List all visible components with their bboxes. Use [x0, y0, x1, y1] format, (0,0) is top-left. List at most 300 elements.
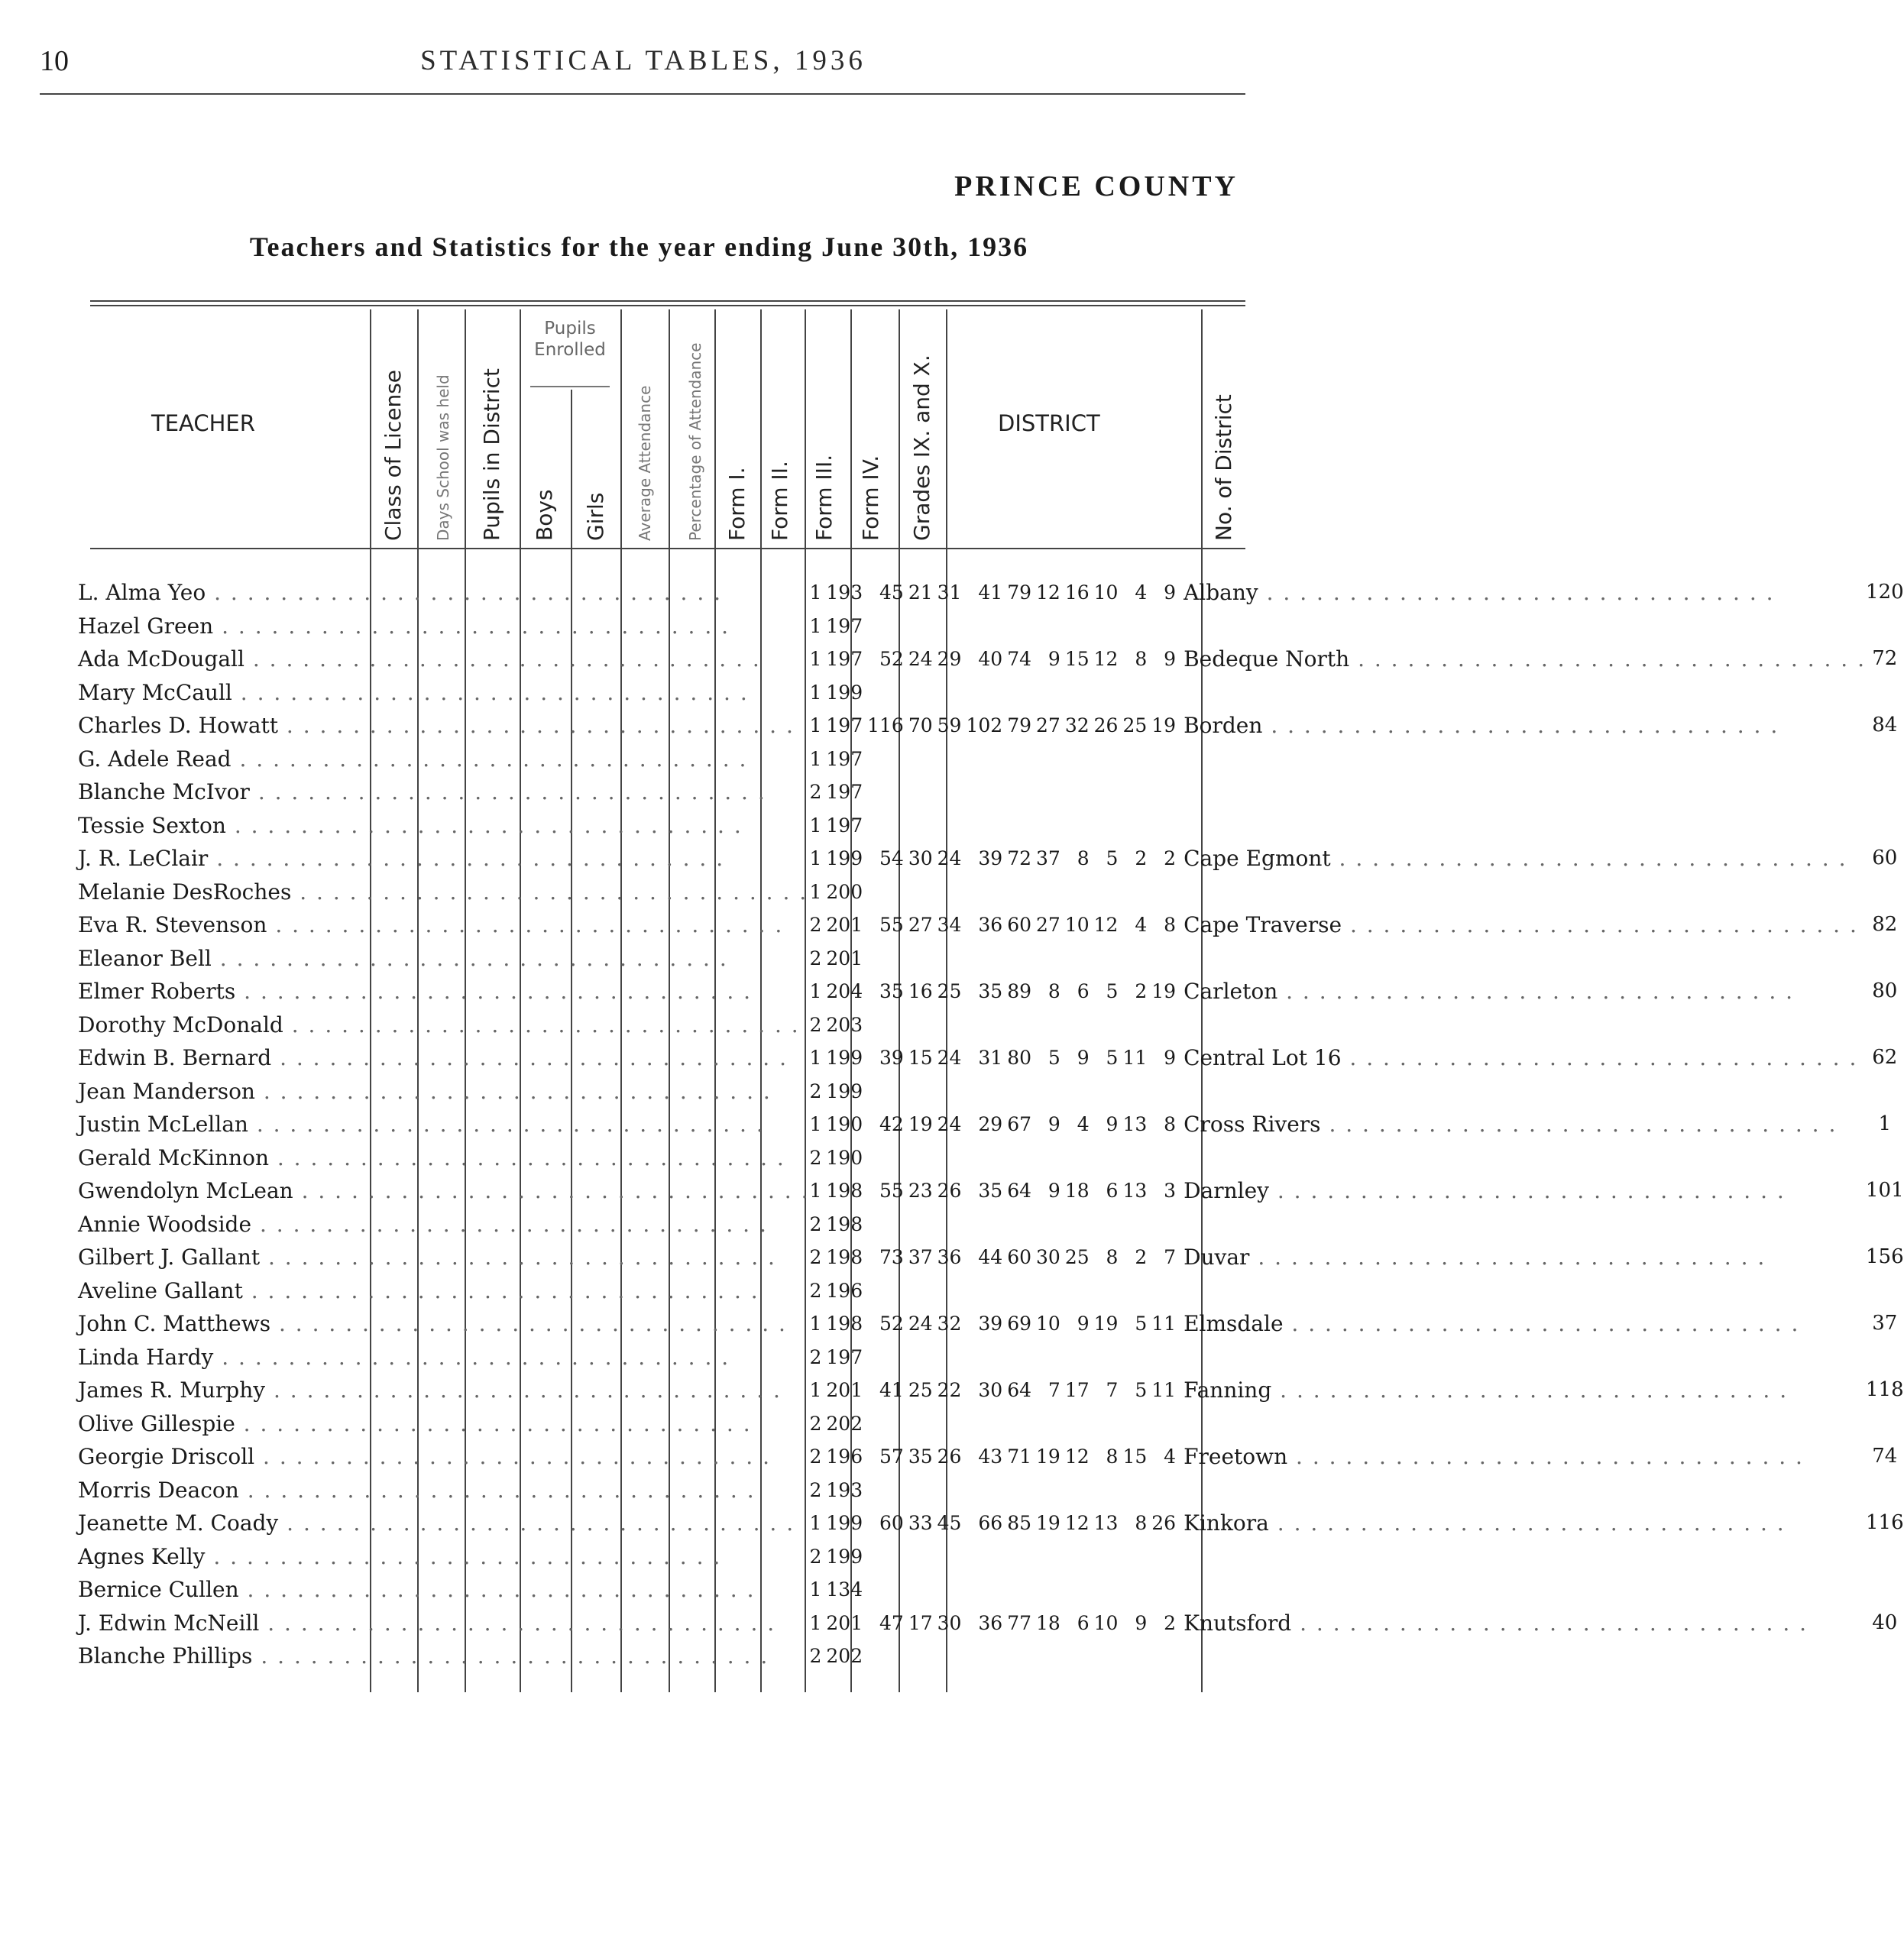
class-of-license-cell: 1	[809, 880, 822, 903]
days-held-cell: 201	[826, 914, 863, 937]
average-attendance-cell	[966, 775, 1007, 809]
pupils-in-district-cell: 73	[879, 1246, 904, 1269]
girls-cell	[937, 876, 967, 909]
girls-cell	[937, 1407, 967, 1441]
form-2-cell: 9	[1077, 1313, 1090, 1335]
average-attendance-cell: 35	[978, 1180, 1003, 1203]
table-row	[75, 908, 1904, 942]
form-1-cell	[1036, 1274, 1065, 1308]
form-4-cell: 2	[1135, 980, 1148, 1003]
district-name-cell	[1180, 676, 1866, 710]
days-held-cell: 193	[826, 581, 863, 604]
days-held-cell: 198	[826, 1246, 863, 1269]
table-row	[75, 1341, 1904, 1374]
form-3-cell	[1094, 1274, 1123, 1308]
boys-cell	[908, 1640, 937, 1673]
grades-9-10-cell	[1151, 1208, 1180, 1241]
form-4-cell	[1122, 1540, 1151, 1574]
percentage-attendance-cell	[1007, 610, 1036, 643]
header-average-attendance: Average Attendance	[636, 385, 654, 541]
form-4-cell	[1122, 743, 1151, 776]
form-1-cell	[1036, 1540, 1065, 1574]
percentage-attendance-cell	[1007, 1540, 1036, 1574]
percentage-attendance-cell: 60	[1007, 914, 1031, 937]
pupils-in-district-cell: 60	[879, 1512, 904, 1535]
table-row	[75, 809, 1904, 843]
form-1-cell: 5	[1048, 1047, 1060, 1070]
pupils-in-district-cell	[867, 1274, 908, 1308]
grades-9-10-cell	[1151, 743, 1180, 776]
boys-cell	[908, 1075, 937, 1109]
district-number-cell	[1866, 1474, 1904, 1507]
header-form-4: Form IV.	[858, 455, 883, 541]
class-of-license-cell: 2	[809, 1246, 822, 1269]
girls-cell: 45	[937, 1512, 962, 1535]
table-row	[75, 1573, 1904, 1607]
table-row	[75, 1075, 1904, 1109]
percentage-attendance-cell: 77	[1007, 1611, 1031, 1634]
district-number-cell	[1866, 743, 1904, 776]
percentage-attendance-cell: 80	[1007, 1047, 1031, 1070]
percentage-attendance-cell: 67	[1007, 1113, 1031, 1136]
district-name-cell	[1180, 1640, 1866, 1673]
average-attendance-cell: 30	[978, 1379, 1003, 1402]
form-1-cell: 9	[1048, 648, 1060, 671]
district-name-cell	[1180, 1008, 1866, 1042]
form-3-cell	[1094, 809, 1123, 843]
form-3-cell: 5	[1106, 847, 1119, 870]
district-name-cell: Darnley . . .	[1180, 1174, 1866, 1208]
pupils-in-district-cell: 35	[879, 980, 904, 1003]
pupils-enrolled-rule	[530, 386, 610, 387]
pupils-in-district-cell	[867, 1474, 908, 1507]
district-number-cell: 101	[1866, 1179, 1904, 1203]
form-4-cell: 5	[1135, 1379, 1148, 1402]
table-row	[75, 1540, 1904, 1574]
average-attendance-cell	[966, 1008, 1007, 1042]
teacher-name: Tessie Sexton . . .	[75, 809, 810, 843]
percentage-attendance-cell: 85	[1007, 1512, 1031, 1535]
district-name-cell: Carleton . . .	[1180, 975, 1866, 1008]
percentage-attendance-cell	[1007, 1640, 1036, 1673]
district-name-cell	[1180, 1474, 1866, 1507]
grades-9-10-cell	[1151, 876, 1180, 909]
girls-cell: 34	[937, 914, 962, 937]
district-number-cell: 74	[1872, 1445, 1898, 1468]
days-held-cell: 198	[826, 1180, 863, 1203]
form-4-cell: 9	[1135, 1611, 1148, 1634]
percentage-attendance-cell	[1007, 876, 1036, 909]
grades-9-10-cell: 4	[1164, 1445, 1177, 1468]
district-name-cell: Duvar . . .	[1180, 1241, 1866, 1274]
girls-cell	[937, 1141, 967, 1175]
district-number-cell	[1866, 676, 1904, 710]
teacher-name: Melanie DesRoches . . .	[75, 876, 810, 909]
class-of-license-cell: 2	[809, 1545, 822, 1568]
average-attendance-cell: 35	[978, 980, 1003, 1003]
percentage-attendance-cell: 79	[1007, 714, 1031, 737]
average-attendance-cell: 36	[978, 1611, 1003, 1634]
days-held-cell: 200	[826, 880, 863, 903]
average-attendance-cell	[966, 743, 1007, 776]
district-name-cell: Kinkora . . .	[1180, 1507, 1866, 1540]
grades-9-10-cell: 26	[1151, 1512, 1177, 1535]
form-2-cell	[1065, 775, 1094, 809]
boys-cell: 16	[908, 980, 933, 1003]
class-of-license-cell: 1	[809, 1512, 822, 1535]
form-1-cell: 19	[1036, 1512, 1060, 1535]
days-held-cell: 198	[826, 1212, 863, 1235]
girls-cell	[937, 1474, 967, 1507]
form-2-cell: 6	[1077, 980, 1090, 1003]
table-row	[75, 1241, 1904, 1274]
header-days-school-held: Days School was held	[434, 374, 452, 541]
district-number-cell	[1866, 1540, 1904, 1574]
page-header	[40, 44, 1247, 75]
district-name-cell	[1180, 775, 1866, 809]
teacher-name: Eleanor Bell . . .	[75, 942, 810, 976]
form-4-cell: 4	[1135, 581, 1148, 604]
form-1-cell	[1036, 942, 1065, 976]
days-held-cell: 190	[826, 1113, 863, 1136]
district-name-cell: Elmsdale . . .	[1180, 1307, 1866, 1341]
boys-cell: 21	[908, 581, 933, 604]
teacher-name: Hazel Green . . .	[75, 610, 810, 643]
table-row	[75, 676, 1904, 710]
boys-cell	[908, 942, 937, 976]
form-4-cell	[1122, 1075, 1151, 1109]
table-row	[75, 1307, 1904, 1341]
form-4-cell: 2	[1135, 1246, 1148, 1269]
boys-cell: 24	[908, 1313, 933, 1335]
class-of-license-cell: 1	[809, 681, 822, 704]
class-of-license-cell: 1	[809, 814, 822, 837]
class-of-license-cell: 2	[809, 1212, 822, 1235]
district-name-cell: Bedeque North . . .	[1180, 643, 1866, 676]
table-row	[75, 842, 1904, 876]
pupils-in-district-cell: 39	[879, 1047, 904, 1070]
district-name-cell: Cape Egmont . . .	[1180, 842, 1866, 876]
form-1-cell	[1036, 1341, 1065, 1374]
grades-9-10-cell: 8	[1164, 1113, 1177, 1136]
form-4-cell	[1122, 1474, 1151, 1507]
average-attendance-cell	[966, 1540, 1007, 1574]
days-held-cell: 196	[826, 1279, 863, 1302]
form-4-cell: 15	[1122, 1445, 1148, 1468]
district-number-cell	[1866, 1274, 1904, 1308]
form-2-cell: 9	[1077, 1047, 1090, 1070]
form-3-cell	[1094, 1075, 1123, 1109]
form-2-cell: 6	[1077, 1611, 1090, 1634]
district-name-cell	[1180, 610, 1866, 643]
form-4-cell: 25	[1122, 714, 1148, 737]
table-row	[75, 1174, 1904, 1208]
grades-9-10-cell	[1151, 942, 1180, 976]
district-number-cell: 120	[1866, 581, 1904, 604]
header-form-3: Form III.	[811, 454, 837, 541]
girls-cell	[937, 1573, 967, 1607]
girls-cell: 29	[937, 648, 962, 671]
form-1-cell	[1036, 1474, 1065, 1507]
district-number-cell: 1	[1878, 1112, 1892, 1136]
percentage-attendance-cell	[1007, 1573, 1036, 1607]
girls-cell	[937, 1208, 967, 1241]
grades-9-10-cell: 9	[1164, 1047, 1177, 1070]
girls-cell	[937, 1008, 967, 1042]
form-3-cell: 12	[1093, 914, 1119, 937]
district-number-cell	[1866, 775, 1904, 809]
percentage-attendance-cell: 74	[1007, 648, 1031, 671]
boys-cell	[908, 1573, 937, 1607]
pupils-in-district-cell	[867, 809, 908, 843]
days-held-cell: 204	[826, 980, 863, 1003]
average-attendance-cell	[966, 1573, 1007, 1607]
form-3-cell: 8	[1106, 1445, 1119, 1468]
form-2-cell: 25	[1064, 1246, 1090, 1269]
average-attendance-cell	[966, 676, 1007, 710]
boys-cell: 19	[908, 1113, 933, 1136]
girls-cell	[937, 1341, 967, 1374]
form-1-cell: 9	[1048, 1113, 1060, 1136]
grades-9-10-cell	[1151, 809, 1180, 843]
form-3-cell: 19	[1093, 1313, 1119, 1335]
form-1-cell	[1036, 809, 1065, 843]
girls-cell: 59	[937, 714, 962, 737]
district-name-cell	[1180, 1341, 1866, 1374]
girls-cell	[937, 942, 967, 976]
form-3-cell	[1094, 1573, 1123, 1607]
teacher-name: Morris Deacon . . .	[75, 1474, 810, 1507]
form-4-cell	[1122, 610, 1151, 643]
average-attendance-cell: 29	[978, 1113, 1003, 1136]
days-held-cell: 202	[826, 1645, 863, 1668]
district-name-cell	[1180, 942, 1866, 976]
form-2-cell	[1065, 1274, 1094, 1308]
form-2-cell	[1065, 743, 1094, 776]
class-of-license-cell: 2	[809, 1146, 822, 1169]
boys-cell: 15	[908, 1047, 933, 1070]
grades-9-10-cell: 19	[1151, 980, 1177, 1003]
class-of-license-cell: 1	[809, 1611, 822, 1634]
percentage-attendance-cell: 89	[1007, 980, 1031, 1003]
header-teacher: TEACHER	[151, 410, 255, 436]
grades-9-10-cell: 7	[1164, 1246, 1177, 1269]
district-number-cell: 116	[1866, 1511, 1904, 1535]
teacher-name: Linda Hardy . . .	[75, 1341, 810, 1374]
district-number-cell: 156	[1866, 1245, 1904, 1269]
form-1-cell: 8	[1048, 980, 1060, 1003]
pupils-in-district-cell: 116	[867, 714, 904, 737]
form-4-cell: 11	[1122, 1047, 1148, 1070]
form-2-cell	[1065, 1341, 1094, 1374]
table-row	[75, 1041, 1904, 1075]
form-3-cell	[1094, 1640, 1123, 1673]
grades-9-10-cell	[1151, 1008, 1180, 1042]
grades-9-10-cell	[1151, 1573, 1180, 1607]
grades-9-10-cell	[1151, 1407, 1180, 1441]
average-attendance-cell: 39	[978, 847, 1003, 870]
county-title: PRINCE COUNTY	[954, 170, 1239, 202]
table-body	[75, 576, 1904, 1673]
class-of-license-cell: 1	[809, 1180, 822, 1203]
percentage-attendance-cell: 69	[1007, 1313, 1031, 1335]
form-2-cell	[1065, 1573, 1094, 1607]
form-4-cell: 5	[1135, 1313, 1148, 1335]
form-2-cell	[1065, 1474, 1094, 1507]
district-name-cell: Freetown . . .	[1180, 1440, 1866, 1474]
teacher-name: Blanche McIvor . . .	[75, 775, 810, 809]
form-2-cell: 10	[1064, 914, 1090, 937]
table-row	[75, 1640, 1904, 1673]
average-attendance-cell: 40	[978, 648, 1003, 671]
form-1-cell	[1036, 1208, 1065, 1241]
percentage-attendance-cell	[1007, 1075, 1036, 1109]
grades-9-10-cell	[1151, 1540, 1180, 1574]
girls-cell: 32	[937, 1313, 962, 1335]
percentage-attendance-cell	[1007, 676, 1036, 710]
form-4-cell: 8	[1135, 648, 1148, 671]
pupils-in-district-cell	[867, 1008, 908, 1042]
grades-9-10-cell	[1151, 676, 1180, 710]
grades-9-10-cell: 8	[1164, 914, 1177, 937]
district-number-cell	[1866, 1141, 1904, 1175]
average-attendance-cell	[966, 610, 1007, 643]
header-form-2: Form II.	[767, 461, 792, 541]
pupils-in-district-cell	[867, 743, 908, 776]
form-3-cell: 5	[1106, 980, 1119, 1003]
header-form-1: Form I.	[724, 467, 750, 541]
class-of-license-cell: 1	[809, 847, 822, 870]
table-row	[75, 1407, 1904, 1441]
form-1-cell	[1036, 1075, 1065, 1109]
pupils-in-district-cell	[867, 610, 908, 643]
district-number-cell	[1866, 942, 1904, 976]
teacher-name: J. Edwin McNeill . . .	[75, 1607, 810, 1640]
boys-cell: 24	[908, 648, 933, 671]
form-3-cell	[1094, 775, 1123, 809]
form-1-cell	[1036, 775, 1065, 809]
form-2-cell: 12	[1064, 1445, 1090, 1468]
form-1-cell: 18	[1036, 1611, 1060, 1634]
form-3-cell	[1094, 610, 1123, 643]
table-row	[75, 876, 1904, 909]
teacher-name: Annie Woodside . . .	[75, 1208, 810, 1241]
girls-cell	[937, 1540, 967, 1574]
district-number-cell	[1866, 1341, 1904, 1374]
header-class-of-license: Class of License	[380, 369, 406, 541]
class-of-license-cell: 1	[809, 714, 822, 737]
percentage-attendance-cell	[1007, 743, 1036, 776]
boys-cell: 33	[908, 1512, 933, 1535]
table-top-rule-2	[90, 305, 1245, 306]
form-1-cell	[1036, 610, 1065, 643]
district-number-cell	[1866, 1407, 1904, 1441]
girls-cell	[937, 743, 967, 776]
form-3-cell: 13	[1093, 1512, 1119, 1535]
form-1-cell: 12	[1036, 581, 1060, 604]
girls-cell	[937, 1640, 967, 1673]
form-2-cell: 16	[1064, 581, 1090, 604]
form-2-cell: 8	[1077, 847, 1090, 870]
class-of-license-cell: 2	[809, 1412, 822, 1435]
form-2-cell: 17	[1064, 1379, 1090, 1402]
form-3-cell	[1094, 1141, 1123, 1175]
district-number-cell	[1866, 809, 1904, 843]
form-2-cell: 18	[1064, 1180, 1090, 1203]
form-2-cell	[1065, 1008, 1094, 1042]
page-number: 10	[40, 45, 69, 77]
days-held-cell: 196	[826, 1445, 863, 1468]
pupils-in-district-cell: 57	[879, 1445, 904, 1468]
district-number-cell: 82	[1872, 913, 1898, 937]
average-attendance-cell	[966, 1141, 1007, 1175]
table-row	[75, 942, 1904, 976]
teacher-name: Eva R. Stevenson . . .	[75, 908, 810, 942]
class-of-license-cell: 1	[809, 1379, 822, 1402]
form-4-cell	[1122, 676, 1151, 710]
table-row	[75, 576, 1904, 610]
pupils-in-district-cell: 41	[879, 1379, 904, 1402]
girls-cell	[937, 676, 967, 710]
form-4-cell: 13	[1122, 1180, 1148, 1203]
district-number-cell	[1866, 876, 1904, 909]
girls-cell: 36	[937, 1246, 962, 1269]
average-attendance-cell: 66	[978, 1512, 1003, 1535]
average-attendance-cell	[966, 1640, 1007, 1673]
teacher-name: Aveline Gallant . . .	[75, 1274, 810, 1308]
days-held-cell: 199	[826, 1512, 863, 1535]
district-name-cell	[1180, 1274, 1866, 1308]
form-3-cell	[1094, 1208, 1123, 1241]
form-1-cell	[1036, 1008, 1065, 1042]
form-2-cell	[1065, 1208, 1094, 1241]
table-row	[75, 643, 1904, 676]
district-name-cell: Albany . . .	[1180, 576, 1866, 610]
header-percentage-attendance: Percentage of Attendance	[686, 342, 704, 541]
percentage-attendance-cell: 64	[1007, 1379, 1031, 1402]
district-number-cell: 118	[1866, 1378, 1904, 1402]
girls-cell: 24	[937, 1047, 962, 1070]
average-attendance-cell	[966, 1474, 1007, 1507]
percentage-attendance-cell: 71	[1007, 1445, 1031, 1468]
form-4-cell: 2	[1135, 847, 1148, 870]
form-4-cell	[1122, 809, 1151, 843]
percentage-attendance-cell: 79	[1007, 581, 1031, 604]
days-held-cell: 193	[826, 1478, 863, 1501]
form-1-cell	[1036, 1407, 1065, 1441]
days-held-cell: 197	[826, 781, 863, 804]
boys-cell	[908, 1274, 937, 1308]
form-4-cell: 4	[1135, 914, 1148, 937]
pupils-in-district-cell	[867, 1141, 908, 1175]
district-number-cell	[1866, 610, 1904, 643]
form-4-cell	[1122, 1008, 1151, 1042]
boys-cell: 70	[908, 714, 933, 737]
grades-9-10-cell	[1151, 610, 1180, 643]
form-3-cell: 10	[1093, 1611, 1119, 1634]
teacher-name: J. R. LeClair . . .	[75, 842, 810, 876]
pupils-in-district-cell: 52	[879, 1313, 904, 1335]
boys-cell	[908, 1141, 937, 1175]
district-name-cell: Central Lot 16 . . .	[1180, 1041, 1866, 1075]
percentage-attendance-cell	[1007, 942, 1036, 976]
girls-cell: 25	[937, 980, 962, 1003]
district-name-cell: Borden . . .	[1180, 709, 1866, 743]
form-3-cell: 6	[1106, 1180, 1119, 1203]
district-number-cell: 40	[1872, 1610, 1898, 1634]
teacher-name: Elmer Roberts . . .	[75, 975, 810, 1008]
district-name-cell	[1180, 1075, 1866, 1109]
